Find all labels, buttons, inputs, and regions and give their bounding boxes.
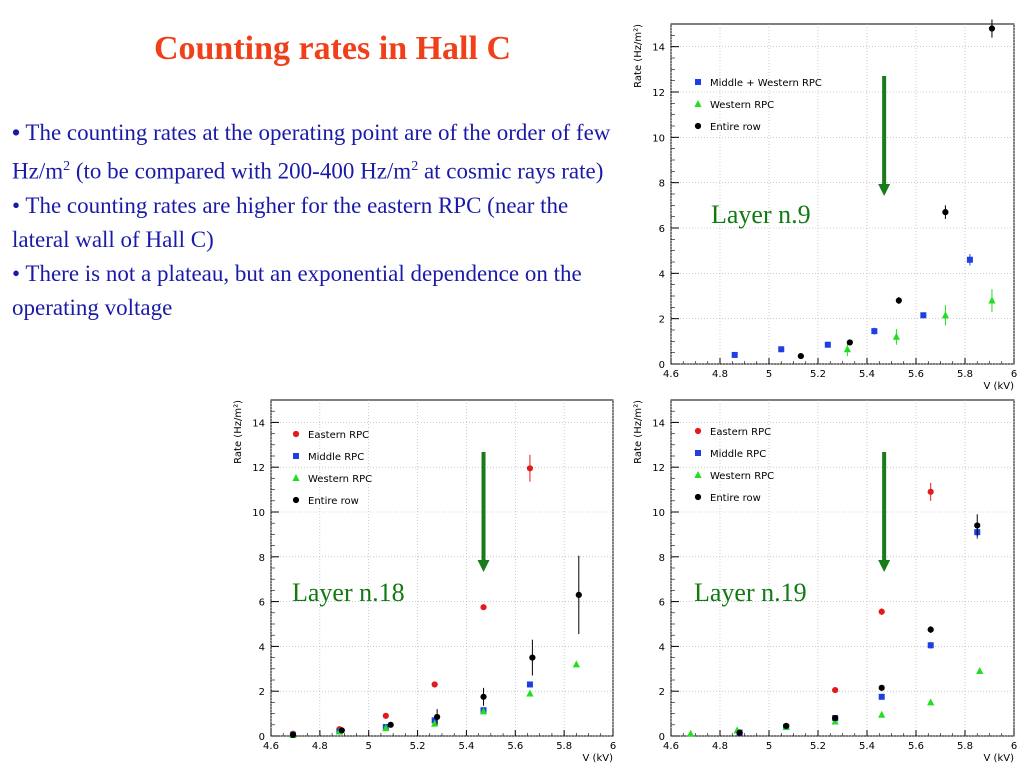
x-tick-label: 5.4 [458,741,475,752]
series-0 [737,483,934,736]
legend-marker [293,431,299,437]
y-tick-label: 14 [652,418,665,430]
data-point [871,328,877,334]
data-point [576,592,582,598]
y-tick-label: 8 [658,552,665,564]
y-tick-label: 14 [652,42,665,54]
x-tick-label: 4.8 [712,369,728,380]
data-point [798,353,804,359]
bullet-1-text: The counting rates at the operating point are of the order of few Hz/m [12,120,611,184]
legend [292,430,372,507]
y-tick-label: 12 [652,463,665,475]
y-tick-label: 2 [258,687,265,699]
x-tick-label: 5 [765,369,773,380]
data-point [737,730,743,736]
x-tick-label: 5.8 [556,741,573,752]
plot-axes [633,24,1017,392]
bullet-item-3 [12,257,612,325]
arrow-head [878,560,890,572]
bullet-3-text: There is not a plateau, but an exponential dependence on the operating voltage [12,260,582,320]
y-tick-label: 10 [652,133,665,145]
data-point [893,333,900,340]
bullet-1-text3: at cosmic rays rate) [418,158,604,184]
legend-marker [694,100,701,107]
y-tick-label: 6 [658,224,665,235]
bullet-2-text: The counting rates are higher for the eastern RPC (near the lateral wall of Hall C) [12,192,569,252]
x-tick-label: 4.6 [663,369,679,380]
data-point [526,689,533,696]
chart-layer-19 [626,392,1022,768]
legend-label: Western RPC [308,474,373,485]
y-tick-label: 8 [258,552,265,564]
x-tick-label: 5 [365,741,372,752]
data-point [974,522,980,528]
legend-label: Entire row [710,122,761,133]
data-point [896,297,902,303]
series-2 [289,660,580,738]
data-point [527,681,533,687]
y-tick-label: 4 [658,269,665,281]
page-title: Counting rates in Hall C [153,30,512,67]
x-tick-label: 5.4 [859,369,875,380]
x-axis-label: V (kV) [983,381,1014,392]
data-point [920,312,926,318]
x-axis-label: V (kV) [983,753,1014,764]
x-tick-label: 4.6 [263,741,279,752]
layer-label: Layer n.9 [711,200,811,229]
data-point [573,660,580,667]
legend-label: Entire row [710,493,761,504]
data-point [832,715,838,721]
arrow-head [878,184,890,196]
y-tick-label: 12 [252,463,265,475]
y-tick-label: 10 [252,508,265,519]
data-point [825,342,831,348]
data-point [290,732,296,738]
plot-frame [271,400,613,736]
series-1 [290,681,533,737]
x-tick-label: 5.6 [507,741,524,752]
x-tick-label: 4.8 [311,741,328,752]
legend-marker [695,450,701,456]
x-tick-label: 5.2 [810,741,826,752]
y-tick-label: 10 [652,508,665,519]
series-2 [798,19,995,359]
layer-label: Layer n.18 [292,578,405,607]
data-point [388,722,394,728]
data-point [928,489,934,495]
data-point [480,604,486,610]
x-tick-label: 5 [765,741,773,752]
data-point [383,713,389,719]
layer-label: Layer n.19 [694,578,807,607]
legend-marker [695,79,701,85]
legend-label: Middle + Western RPC [710,78,822,89]
legend [694,427,774,504]
legend-label: Eastern RPC [710,427,772,438]
y-tick-label: 4 [258,642,265,654]
legend-label: Eastern RPC [308,430,370,441]
y-tick-label: 0 [658,360,665,371]
data-point [844,345,851,352]
bullet-dot: • [12,192,21,218]
data-point [976,667,983,674]
x-tick-label: 5.6 [908,369,924,380]
chart-layer-9 [626,16,1022,392]
legend-label: Western RPC [710,100,775,111]
bullet-item-1 [12,116,612,189]
plot-frame [671,24,1014,364]
legend-marker [695,494,701,500]
x-tick-label: 4.6 [663,741,679,752]
data-point [732,352,738,358]
data-point [942,209,948,215]
data-point [878,711,885,718]
x-tick-label: 6 [609,741,617,752]
data-point [879,694,885,700]
y-axis-label: Rate (Hz/m²) [633,400,644,464]
data-point [989,25,995,31]
y-tick-label: 0 [658,732,665,743]
y-tick-label: 2 [658,687,665,699]
data-point [783,723,789,729]
x-tick-label: 5.8 [957,741,973,752]
data-point [527,465,533,471]
y-tick-label: 0 [258,732,265,743]
data-point [988,297,995,304]
data-point [480,694,486,700]
x-tick-label: 6 [1010,369,1018,380]
data-point [967,257,973,263]
y-tick-label: 14 [252,418,265,430]
bullet-list [12,116,612,325]
x-tick-label: 5.4 [859,741,875,752]
series-3 [737,514,981,736]
x-tick-label: 5.2 [810,369,826,380]
data-point [879,685,885,691]
legend-marker [695,428,701,434]
bullet-1-sup: 2 [63,159,71,174]
y-tick-label: 8 [658,178,665,190]
bullet-1-sup2: 2 [411,159,419,174]
x-tick-label: 5.6 [908,741,924,752]
legend-marker [694,471,701,478]
legend-label: Middle RPC [710,449,767,460]
data-point [942,311,949,318]
y-tick-label: 4 [658,642,665,654]
plot-axes [233,400,616,764]
y-axis-label: Rate (Hz/m²) [633,24,644,88]
arrow-head [478,560,490,572]
bullet-1-text2: (to be compared with 200-400 Hz/m [70,158,412,184]
data-point [879,609,885,615]
legend-label: Entire row [308,496,359,507]
data-point [832,687,838,693]
y-tick-label: 2 [658,314,665,326]
bullet-dot: • [12,260,21,286]
bullet-dot: • [12,120,21,145]
legend-marker [292,474,299,481]
bullet-item-2 [12,189,612,257]
data-point [847,339,853,345]
y-tick-label: 6 [658,597,665,609]
legend [694,78,822,133]
y-tick-label: 6 [258,597,265,609]
legend-marker [293,453,299,459]
x-tick-label: 5.2 [409,741,426,752]
legend-label: Western RPC [710,471,775,482]
series-2 [687,667,983,737]
legend-marker [695,123,701,129]
data-point [687,730,694,737]
data-point [434,714,440,720]
x-tick-label: 5.8 [957,369,973,380]
data-point [529,655,535,661]
data-point [432,681,438,687]
operating-point-arrow [878,76,890,196]
legend-label: Middle RPC [308,452,365,463]
data-point [339,727,345,733]
legend-marker [293,497,299,503]
data-point [778,346,784,352]
x-axis-label: V (kV) [582,753,613,764]
plot-axes [633,400,1017,764]
data-point [928,627,934,633]
data-point [928,642,934,648]
chart-layer-18 [228,392,620,768]
y-axis-label: Rate (Hz/m²) [233,400,244,464]
data-point [927,698,934,705]
y-tick-label: 12 [652,88,665,99]
x-tick-label: 4.8 [712,741,728,752]
x-tick-label: 6 [1010,741,1018,752]
series-1 [844,289,996,356]
operating-point-arrow [878,452,890,572]
